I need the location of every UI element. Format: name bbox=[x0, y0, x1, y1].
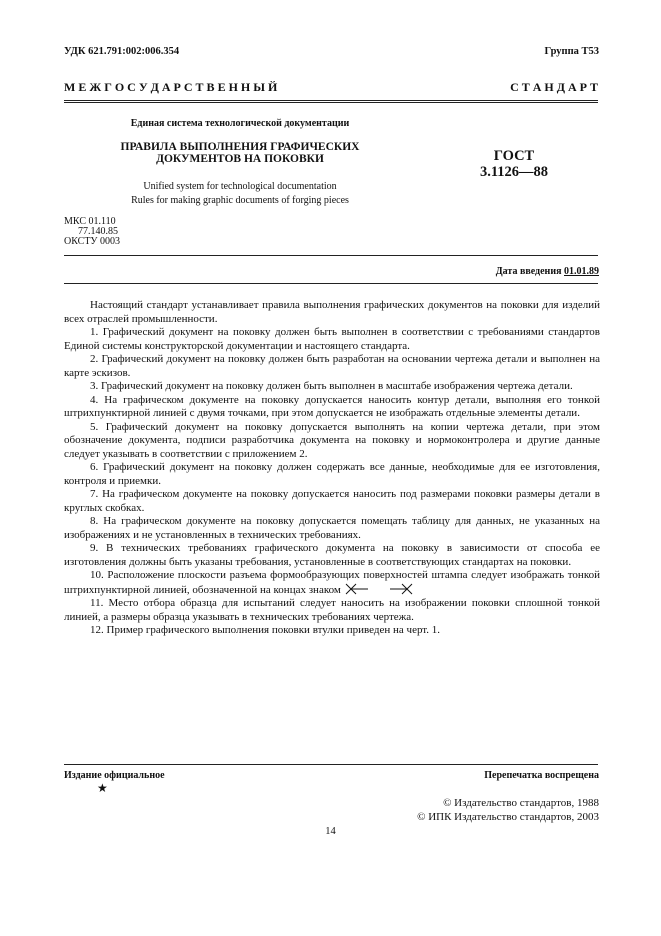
paragraph: 7. На графическом документе на поковку допускается наносить под размерами поковки размеры детали в круглых скобках. bbox=[64, 488, 600, 514]
mks-code: МКС 01.110 bbox=[64, 216, 116, 227]
english-title bbox=[100, 180, 380, 208]
date-divider bbox=[64, 283, 598, 284]
standard-banner bbox=[64, 80, 598, 95]
paragraph-text: 10. Расположение плоскости разъема формообразующих поверхностей штампа следует изображать тонкой штрихпунктирной линией, обозначенной на концах знаком bbox=[64, 569, 600, 596]
copyright-block bbox=[417, 796, 599, 824]
document-body bbox=[64, 299, 600, 638]
copyright-line: © Издательство стандартов, 1988 bbox=[443, 797, 599, 809]
gost-label: ГОСТ bbox=[493, 148, 535, 164]
paragraph-with-symbol bbox=[64, 569, 600, 597]
footer-divider bbox=[64, 764, 598, 765]
english-line: Rules for making graphic documents of forging pieces bbox=[131, 195, 349, 206]
title-line: ДОКУМЕНТОВ НА ПОКОВКИ bbox=[156, 153, 324, 165]
classification-codes bbox=[64, 217, 120, 247]
codes-divider bbox=[64, 255, 598, 256]
paragraph: 5. Графический документ на поковку допускается выполнять на копии чертежа детали, при этом обозначение документа, подписи разработчика документа на поковку и нормоконтролера и другие данные следует указывать в соответствии с приложением 2. bbox=[64, 420, 600, 460]
date-label: Дата введения bbox=[495, 266, 562, 277]
document-title bbox=[112, 141, 368, 165]
header-divider-top bbox=[64, 100, 598, 101]
mks-code-secondary: 77.140.85 bbox=[78, 226, 118, 237]
udk-code: УДК 621.791:002:006.354 bbox=[64, 46, 180, 57]
system-name: Единая система технологической документации bbox=[130, 118, 350, 129]
okstu-code: ОКСТУ 0003 bbox=[64, 236, 121, 247]
gost-number: 3.1126—88 bbox=[479, 164, 549, 180]
paragraph: 8. На графическом документе на поковку допускается помещать таблицу для данных, не указанных на изображениях и не установленных в технических требованиях. bbox=[64, 515, 600, 541]
page-number: 14 bbox=[325, 826, 336, 837]
copyright-line: © ИПК Издательство стандартов, 2003 bbox=[417, 811, 599, 823]
official-edition: Издание официальное bbox=[64, 770, 165, 781]
title-line: ПРАВИЛА ВЫПОЛНЕНИЯ ГРАФИЧЕСКИХ bbox=[120, 141, 360, 153]
gost-designation bbox=[474, 148, 554, 180]
paragraph: 11. Место отбора образца для испытаний следует наносить на изображении поковки сплошной тонкой линией, а размеры образца указывать в технических требованиях чертежа. bbox=[64, 597, 600, 623]
paragraph: Настоящий стандарт устанавливает правила выполнения графических документов на поковки для изделий всех отраслей промышленности. bbox=[64, 299, 600, 325]
paragraph: 2. Графический документ на поковку должен быть разработан на основании чертежа детали и выполнен на карте эскизов. bbox=[64, 353, 600, 379]
paragraph: 6. Графический документ на поковку должен содержать все данные, необходимые для ее изготовления, контроля и приемки. bbox=[64, 461, 600, 487]
paragraph: 1. Графический документ на поковку должен быть выполнен в соответствии с требованиями стандартов Единой системы конструкторской документации и настоящего стандарта. bbox=[64, 326, 600, 352]
english-line: Unified system for technological documentation bbox=[143, 181, 337, 192]
date-value: 01.01.89 bbox=[564, 266, 599, 277]
banner-word-standard: С Т А Н Д А Р Т bbox=[510, 80, 598, 94]
paragraph: 3. Графический документ на поковку должен быть выполнен в масштабе изображения чертежа детали. bbox=[90, 380, 573, 392]
introduction-date bbox=[496, 266, 599, 277]
banner-word-interstate: М Е Ж Г О С У Д А Р С Т В Е Н Н Ы Й bbox=[64, 80, 278, 94]
paragraph: 9. В технических требованиях графического документа на поковку в зависимости от способа ее изготовления должны быть указаны требования, установленные в соответствующих стандартах на поковки. bbox=[64, 542, 600, 568]
paragraph: 12. Пример графического выполнения поковки втулки приведен на черт. 1. bbox=[90, 624, 441, 636]
reprint-notice: Перепечатка воспрещена bbox=[484, 770, 599, 781]
paragraph: 4. На графическом документе на поковку допускается наносить контур детали, выполняя его тонкой штрихпунктирной линией с двумя точками, при этом допускается не изображать отдельные элементы детали. bbox=[64, 393, 600, 419]
group-code: Группа Т53 bbox=[544, 46, 599, 57]
header-divider-bottom bbox=[64, 102, 598, 103]
parting-line-symbol-icon bbox=[344, 583, 414, 595]
star-icon: ★ bbox=[97, 781, 108, 795]
